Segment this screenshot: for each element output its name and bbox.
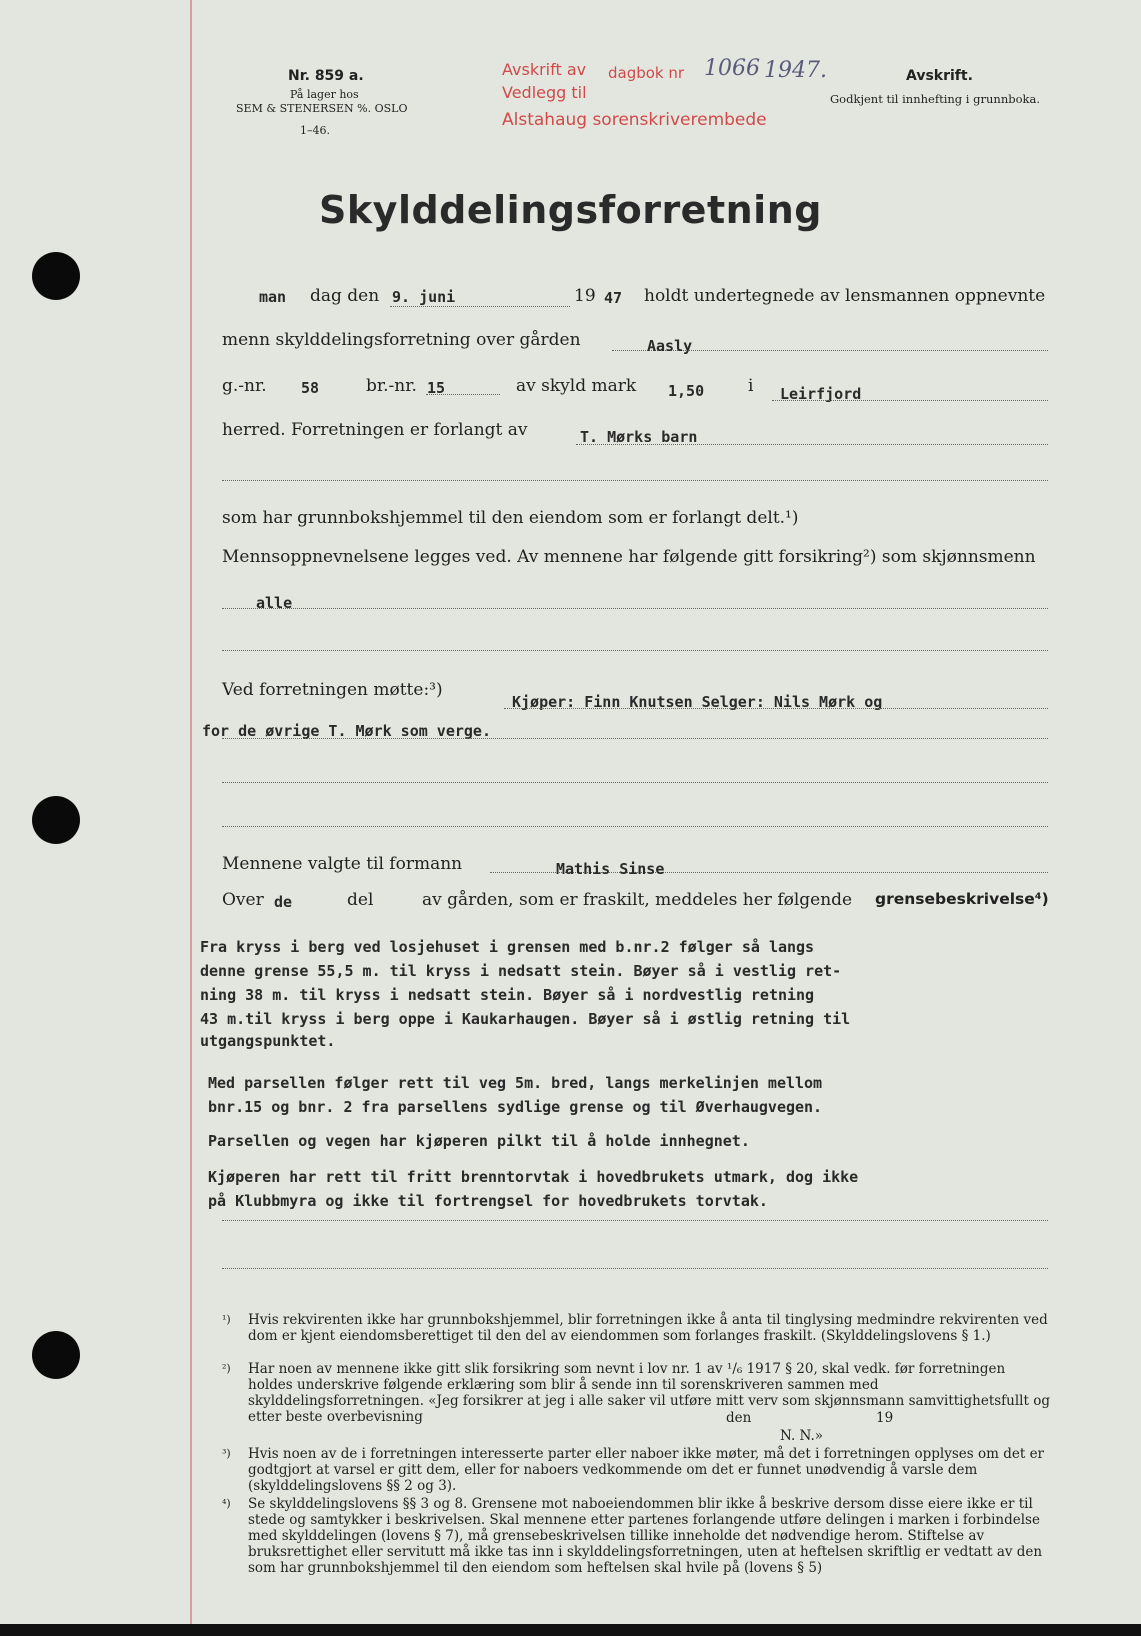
rights-line: Kjøperen har rett til fritt brenntorvtak i hovedbrukets utmark, dog ikke	[208, 1168, 859, 1186]
footnote-2-signature: N. N.»	[780, 1428, 824, 1444]
rights-line: Parsellen og vegen har kjøperen pilkt til å holde innhegnet.	[208, 1132, 750, 1150]
weekday-value: man	[259, 288, 287, 306]
footnote-marker: ³)	[222, 1447, 231, 1460]
line1-rest: holdt undertegnede av lensmannen oppnevnte	[644, 286, 1046, 306]
punch-hole	[32, 796, 80, 844]
dag-label: dag den	[310, 286, 380, 306]
form-number: Nr. 859 a.	[288, 68, 364, 84]
line2-text: menn skylddelingsforretning over gården	[222, 330, 581, 350]
line6-text: Mennsoppnevnelsene legges ved. Av mennene har følgende gitt forsikring²) som skjønnsmenn	[222, 547, 1036, 567]
assurance-value: alle	[256, 594, 293, 612]
footnote-2: Har noen av mennene ikke gitt slik forsikring som nevnt i lov nr. 1 av ¹/₆ 1917 § 20, skal vedk. før forretningen holdes underskrive følgende erklæring som blir å sende inn til sorenskriveren sammen med skylddelingsforretningen. «Jeg forsikrer at jeg i alle saker vil utføre mitt verv som skjønnsmann samvittighetsfullt og etter beste overbevisning	[248, 1361, 1050, 1425]
line8-text: Ved forretningen møtte:³)	[222, 680, 443, 700]
year-value: 47	[604, 289, 623, 307]
gnr-label: g.-nr.	[222, 376, 267, 396]
stamp-line1: Avskrift av	[502, 60, 587, 79]
form-edition: 1–46.	[300, 124, 330, 137]
rights-line: Med parsellen følger rett til veg 5m. bred, langs merkelinjen mellom	[208, 1074, 823, 1092]
handwritten-number: 1066	[704, 56, 760, 81]
form-stock-line2: SEM & STENERSEN %. OSLO	[236, 102, 408, 115]
attendees-value: Kjøper: Finn Knutsen Selger: Nils Mørk og	[512, 693, 883, 711]
rights-line: på Klubbmyra og ikke til fortrengsel for hovedbrukets torvtak.	[208, 1192, 768, 1210]
footnote-1: Hvis rekvirenten ikke har grunnbokshjemmel, blir forretningen ikke å anta til tinglysing medmindre rekvirenten ved dom er kjent eiendomsberettiget til den del av eiendommen som forlanges fraskilt. (Skylddelingslovens § 1.)	[248, 1312, 1048, 1344]
stamp-line2: Vedlegg til	[502, 83, 587, 102]
footnote-3: Hvis noen av de i forretningen interesserte parter eller naboer ikke møter, må det i forretningen opplyses om det er godtgjort at varsel er gitt dem, eller for naboers vedkommende om det er funnet unødvendig å varsle dem (skylddelingslovens §§ 2 og 3).	[248, 1446, 1045, 1494]
boundary-line: Fra kryss i berg ved losjehuset i grensen med b.nr.2 følger så langs	[200, 938, 815, 956]
handwritten-year: 1947.	[764, 58, 827, 83]
margin-rule	[190, 0, 192, 1636]
punch-hole	[32, 252, 80, 300]
year-prefix: 19	[574, 286, 596, 306]
del-label: del	[347, 890, 374, 910]
line11-rest: av gården, som er fraskilt, meddeles her følgende	[422, 890, 853, 910]
chairman-value: Mathis Sinse	[556, 860, 665, 878]
farm-name: Aasly	[647, 337, 693, 355]
line4-text: herred. Forretningen er forlangt av	[222, 420, 528, 440]
copy-label: Avskrift.	[906, 68, 973, 84]
form-stock-line1: På lager hos	[290, 88, 359, 101]
boundary-line: utgangspunktet.	[200, 1032, 336, 1050]
i-label: i	[748, 376, 754, 396]
footnote-2-den: den	[726, 1410, 752, 1426]
footnote-marker: ²)	[222, 1362, 231, 1375]
punch-hole	[32, 1331, 80, 1379]
over-label: Over	[222, 890, 264, 910]
skyld-value: 1,50	[668, 382, 705, 400]
place-value: Leirfjord	[780, 385, 862, 403]
line5-text: som har grunnbokshjemmel til den eiendom som er forlangt delt.¹)	[222, 508, 799, 528]
de-value: de	[274, 893, 293, 911]
brnr-value: 15	[427, 379, 446, 397]
boundary-line: ning 38 m. til kryss i nedsatt stein. Bøyer så i nordvestlig retning	[200, 986, 815, 1004]
document-title: Skylddelingsforretning	[319, 188, 822, 232]
footnote-4: Se skylddelingslovens §§ 3 og 8. Grensene mot naboeiendommen blir ikke å beskrive dersom disse eiere ikke er til stede og samtykker i beskrivelsen. Skal mennene etter partenes forlangende utføre delingen i marken i forbindelse med skylddelingen (lovens § 7), må grensebeskrivelsen tillike inneholde det nødvendige herom. Stiftelse av bruksrettighet eller servitutt må ikke tas inn i skylddelingsforretningen, uten at heftelsen skriftlig er vedtatt av den som har grunnbokshjemmel til den eiendom som heftelsen skal hvile på (lovens § 5)	[248, 1496, 1043, 1576]
footnote-marker: ¹)	[222, 1313, 231, 1326]
scan-edge	[0, 1624, 1141, 1636]
approval-note: Godkjent til innhefting i grunnboka.	[830, 92, 1040, 106]
attendees-value-2: for de øvrige T. Mørk som verge.	[202, 722, 491, 740]
brnr-label: br.-nr.	[366, 376, 417, 396]
boundary-line: denne grense 55,5 m. til kryss i nedsatt stein. Bøyer så i vestlig ret-	[200, 962, 842, 980]
footnote-2-year: 19	[876, 1410, 894, 1426]
line10-text: Mennene valgte til formann	[222, 854, 463, 874]
stamp-line3: Alstahaug sorenskriverembede	[502, 110, 767, 130]
footnote-marker: ⁴)	[222, 1497, 231, 1510]
skyld-label: av skyld mark	[516, 376, 637, 396]
rights-line: bnr.15 og bnr. 2 fra parsellens sydlige grense og til Øverhaugvegen.	[208, 1098, 823, 1116]
date-value: 9. juni	[392, 288, 456, 306]
gnr-value: 58	[301, 379, 320, 397]
boundary-heading: grensebeskrivelse⁴)	[875, 890, 1049, 908]
requester-value: T. Mørks barn	[580, 428, 698, 446]
stamp-line1b: dagbok nr	[608, 64, 685, 82]
boundary-line: 43 m.til kryss i berg oppe i Kaukarhaugen. Bøyer så i østlig retning til	[200, 1010, 851, 1028]
